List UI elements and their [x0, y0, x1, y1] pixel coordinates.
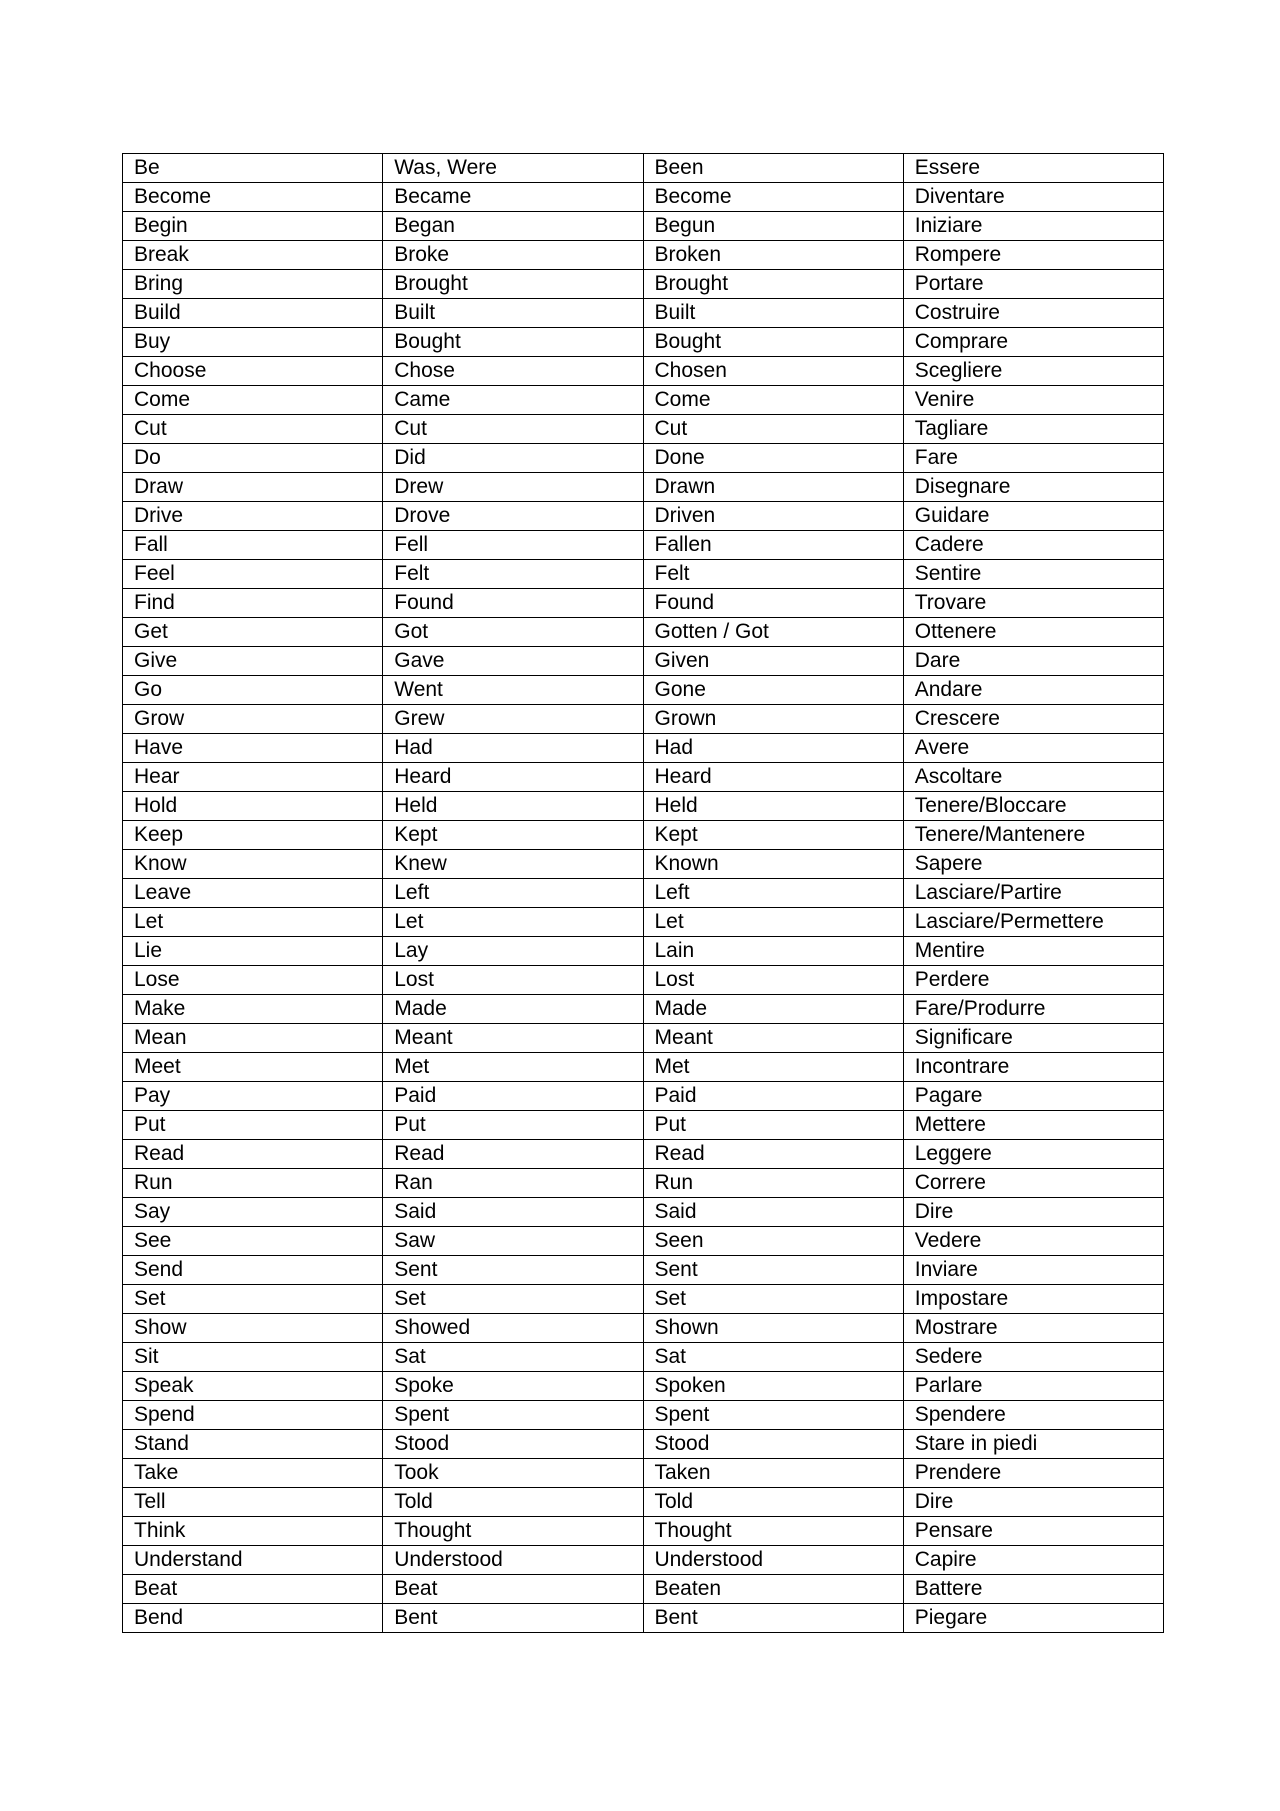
table-row: [123, 560, 1164, 589]
table-row: [123, 299, 1164, 328]
table-row: [123, 415, 1164, 444]
base-form-cell: Grow: [123, 705, 383, 734]
past-simple-cell: Took: [383, 1459, 643, 1488]
table-row: [123, 1517, 1164, 1546]
base-form-cell: Drive: [123, 502, 383, 531]
base-form-cell: Bring: [123, 270, 383, 299]
past-participle-cell: Given: [643, 647, 903, 676]
table-row: [123, 879, 1164, 908]
base-form-cell: Cut: [123, 415, 383, 444]
table-row: [123, 734, 1164, 763]
past-participle-cell: Felt: [643, 560, 903, 589]
past-simple-cell: Paid: [383, 1082, 643, 1111]
past-participle-cell: Paid: [643, 1082, 903, 1111]
base-form-cell: See: [123, 1227, 383, 1256]
past-participle-cell: Kept: [643, 821, 903, 850]
past-simple-cell: Thought: [383, 1517, 643, 1546]
past-participle-cell: Done: [643, 444, 903, 473]
table-row: [123, 995, 1164, 1024]
past-participle-cell: Gotten / Got: [643, 618, 903, 647]
past-participle-cell: Heard: [643, 763, 903, 792]
base-form-cell: Stand: [123, 1430, 383, 1459]
italian-translation-cell: Leggere: [903, 1140, 1163, 1169]
table-row: [123, 792, 1164, 821]
italian-translation-cell: Mentire: [903, 937, 1163, 966]
table-row: [123, 357, 1164, 386]
italian-translation-cell: Disegnare: [903, 473, 1163, 502]
past-simple-cell: Began: [383, 212, 643, 241]
italian-translation-cell: Capire: [903, 1546, 1163, 1575]
past-participle-cell: Shown: [643, 1314, 903, 1343]
table-row: [123, 1111, 1164, 1140]
past-simple-cell: Set: [383, 1285, 643, 1314]
past-participle-cell: Had: [643, 734, 903, 763]
past-participle-cell: Thought: [643, 1517, 903, 1546]
base-form-cell: Tell: [123, 1488, 383, 1517]
table-row: [123, 444, 1164, 473]
italian-translation-cell: Spendere: [903, 1401, 1163, 1430]
past-simple-cell: Built: [383, 299, 643, 328]
verbs-table-body: [123, 154, 1164, 1633]
italian-translation-cell: Inviare: [903, 1256, 1163, 1285]
italian-translation-cell: Dare: [903, 647, 1163, 676]
past-participle-cell: Built: [643, 299, 903, 328]
past-participle-cell: Cut: [643, 415, 903, 444]
past-simple-cell: Drove: [383, 502, 643, 531]
table-row: [123, 1024, 1164, 1053]
past-simple-cell: Ran: [383, 1169, 643, 1198]
past-participle-cell: Lain: [643, 937, 903, 966]
base-form-cell: Buy: [123, 328, 383, 357]
table-row: [123, 908, 1164, 937]
base-form-cell: Draw: [123, 473, 383, 502]
table-row: [123, 328, 1164, 357]
past-simple-cell: Left: [383, 879, 643, 908]
table-row: [123, 705, 1164, 734]
base-form-cell: Lose: [123, 966, 383, 995]
base-form-cell: Sit: [123, 1343, 383, 1372]
past-participle-cell: Found: [643, 589, 903, 618]
table-row: [123, 1488, 1164, 1517]
base-form-cell: Keep: [123, 821, 383, 850]
past-simple-cell: Did: [383, 444, 643, 473]
base-form-cell: Have: [123, 734, 383, 763]
italian-translation-cell: Andare: [903, 676, 1163, 705]
table-row: [123, 618, 1164, 647]
past-participle-cell: Meant: [643, 1024, 903, 1053]
base-form-cell: Find: [123, 589, 383, 618]
base-form-cell: Break: [123, 241, 383, 270]
base-form-cell: Send: [123, 1256, 383, 1285]
table-row: [123, 821, 1164, 850]
italian-translation-cell: Iniziare: [903, 212, 1163, 241]
italian-translation-cell: Fare: [903, 444, 1163, 473]
past-participle-cell: Said: [643, 1198, 903, 1227]
italian-translation-cell: Comprare: [903, 328, 1163, 357]
table-row: [123, 1430, 1164, 1459]
base-form-cell: Fall: [123, 531, 383, 560]
past-simple-cell: Showed: [383, 1314, 643, 1343]
base-form-cell: Put: [123, 1111, 383, 1140]
past-participle-cell: Become: [643, 183, 903, 212]
italian-translation-cell: Ottenere: [903, 618, 1163, 647]
italian-translation-cell: Lasciare/Permettere: [903, 908, 1163, 937]
italian-translation-cell: Impostare: [903, 1285, 1163, 1314]
past-participle-cell: Bent: [643, 1604, 903, 1633]
past-participle-cell: Sent: [643, 1256, 903, 1285]
italian-translation-cell: Sentire: [903, 560, 1163, 589]
table-row: [123, 1546, 1164, 1575]
past-participle-cell: Begun: [643, 212, 903, 241]
past-simple-cell: Spent: [383, 1401, 643, 1430]
table-row: [123, 1053, 1164, 1082]
base-form-cell: Be: [123, 154, 383, 183]
base-form-cell: Read: [123, 1140, 383, 1169]
past-participle-cell: Brought: [643, 270, 903, 299]
italian-translation-cell: Dire: [903, 1198, 1163, 1227]
table-row: [123, 966, 1164, 995]
past-participle-cell: Seen: [643, 1227, 903, 1256]
italian-translation-cell: Crescere: [903, 705, 1163, 734]
past-simple-cell: Was, Were: [383, 154, 643, 183]
table-row: [123, 241, 1164, 270]
table-row: [123, 502, 1164, 531]
table-row: [123, 1140, 1164, 1169]
past-simple-cell: Held: [383, 792, 643, 821]
past-participle-cell: Set: [643, 1285, 903, 1314]
base-form-cell: Let: [123, 908, 383, 937]
italian-translation-cell: Correre: [903, 1169, 1163, 1198]
past-participle-cell: Held: [643, 792, 903, 821]
base-form-cell: Do: [123, 444, 383, 473]
base-form-cell: Mean: [123, 1024, 383, 1053]
past-participle-cell: Told: [643, 1488, 903, 1517]
base-form-cell: Give: [123, 647, 383, 676]
past-participle-cell: Spoken: [643, 1372, 903, 1401]
base-form-cell: Show: [123, 1314, 383, 1343]
past-simple-cell: Met: [383, 1053, 643, 1082]
past-participle-cell: Taken: [643, 1459, 903, 1488]
past-simple-cell: Stood: [383, 1430, 643, 1459]
past-simple-cell: Sent: [383, 1256, 643, 1285]
table-row: [123, 763, 1164, 792]
base-form-cell: Know: [123, 850, 383, 879]
base-form-cell: Get: [123, 618, 383, 647]
italian-translation-cell: Essere: [903, 154, 1163, 183]
past-simple-cell: Lay: [383, 937, 643, 966]
table-row: [123, 1082, 1164, 1111]
past-participle-cell: Put: [643, 1111, 903, 1140]
base-form-cell: Think: [123, 1517, 383, 1546]
past-simple-cell: Kept: [383, 821, 643, 850]
italian-translation-cell: Stare in piedi: [903, 1430, 1163, 1459]
italian-translation-cell: Lasciare/Partire: [903, 879, 1163, 908]
past-participle-cell: Stood: [643, 1430, 903, 1459]
past-simple-cell: Bent: [383, 1604, 643, 1633]
past-simple-cell: Cut: [383, 415, 643, 444]
past-simple-cell: Let: [383, 908, 643, 937]
past-simple-cell: Made: [383, 995, 643, 1024]
base-form-cell: Say: [123, 1198, 383, 1227]
italian-translation-cell: Pagare: [903, 1082, 1163, 1111]
past-participle-cell: Gone: [643, 676, 903, 705]
past-simple-cell: Came: [383, 386, 643, 415]
table-row: [123, 473, 1164, 502]
base-form-cell: Run: [123, 1169, 383, 1198]
italian-translation-cell: Battere: [903, 1575, 1163, 1604]
italian-translation-cell: Trovare: [903, 589, 1163, 618]
table-row: [123, 1401, 1164, 1430]
past-simple-cell: Told: [383, 1488, 643, 1517]
italian-translation-cell: Tenere/Mantenere: [903, 821, 1163, 850]
irregular-verbs-table: [122, 153, 1164, 1633]
past-simple-cell: Fell: [383, 531, 643, 560]
table-row: [123, 212, 1164, 241]
base-form-cell: Feel: [123, 560, 383, 589]
italian-translation-cell: Dire: [903, 1488, 1163, 1517]
table-row: [123, 531, 1164, 560]
table-row: [123, 1604, 1164, 1633]
past-participle-cell: Drawn: [643, 473, 903, 502]
italian-translation-cell: Tenere/Bloccare: [903, 792, 1163, 821]
past-simple-cell: Gave: [383, 647, 643, 676]
base-form-cell: Hear: [123, 763, 383, 792]
past-simple-cell: Chose: [383, 357, 643, 386]
base-form-cell: Beat: [123, 1575, 383, 1604]
past-participle-cell: Known: [643, 850, 903, 879]
past-simple-cell: Meant: [383, 1024, 643, 1053]
past-participle-cell: Been: [643, 154, 903, 183]
italian-translation-cell: Rompere: [903, 241, 1163, 270]
base-form-cell: Set: [123, 1285, 383, 1314]
past-participle-cell: Left: [643, 879, 903, 908]
past-participle-cell: Made: [643, 995, 903, 1024]
past-simple-cell: Put: [383, 1111, 643, 1140]
table-row: [123, 1575, 1164, 1604]
past-simple-cell: Saw: [383, 1227, 643, 1256]
italian-translation-cell: Scegliere: [903, 357, 1163, 386]
base-form-cell: Come: [123, 386, 383, 415]
base-form-cell: Make: [123, 995, 383, 1024]
base-form-cell: Spend: [123, 1401, 383, 1430]
past-participle-cell: Broken: [643, 241, 903, 270]
past-simple-cell: Spoke: [383, 1372, 643, 1401]
italian-translation-cell: Prendere: [903, 1459, 1163, 1488]
past-participle-cell: Understood: [643, 1546, 903, 1575]
table-row: [123, 1314, 1164, 1343]
past-simple-cell: Said: [383, 1198, 643, 1227]
past-simple-cell: Found: [383, 589, 643, 618]
table-row: [123, 1343, 1164, 1372]
past-participle-cell: Sat: [643, 1343, 903, 1372]
italian-translation-cell: Ascoltare: [903, 763, 1163, 792]
table-row: [123, 1198, 1164, 1227]
past-simple-cell: Understood: [383, 1546, 643, 1575]
italian-translation-cell: Mettere: [903, 1111, 1163, 1140]
table-row: [123, 1372, 1164, 1401]
past-simple-cell: Lost: [383, 966, 643, 995]
italian-translation-cell: Venire: [903, 386, 1163, 415]
italian-translation-cell: Sedere: [903, 1343, 1163, 1372]
italian-translation-cell: Parlare: [903, 1372, 1163, 1401]
past-participle-cell: Read: [643, 1140, 903, 1169]
past-simple-cell: Brought: [383, 270, 643, 299]
base-form-cell: Bend: [123, 1604, 383, 1633]
table-row: [123, 154, 1164, 183]
italian-translation-cell: Vedere: [903, 1227, 1163, 1256]
past-simple-cell: Grew: [383, 705, 643, 734]
past-simple-cell: Drew: [383, 473, 643, 502]
italian-translation-cell: Perdere: [903, 966, 1163, 995]
italian-translation-cell: Diventare: [903, 183, 1163, 212]
italian-translation-cell: Guidare: [903, 502, 1163, 531]
italian-translation-cell: Mostrare: [903, 1314, 1163, 1343]
past-participle-cell: Grown: [643, 705, 903, 734]
base-form-cell: Hold: [123, 792, 383, 821]
table-row: [123, 676, 1164, 705]
base-form-cell: Speak: [123, 1372, 383, 1401]
base-form-cell: Understand: [123, 1546, 383, 1575]
base-form-cell: Become: [123, 183, 383, 212]
past-participle-cell: Come: [643, 386, 903, 415]
past-simple-cell: Broke: [383, 241, 643, 270]
past-simple-cell: Went: [383, 676, 643, 705]
base-form-cell: Begin: [123, 212, 383, 241]
past-participle-cell: Run: [643, 1169, 903, 1198]
table-row: [123, 937, 1164, 966]
base-form-cell: Leave: [123, 879, 383, 908]
past-simple-cell: Read: [383, 1140, 643, 1169]
italian-translation-cell: Pensare: [903, 1517, 1163, 1546]
past-participle-cell: Let: [643, 908, 903, 937]
table-row: [123, 1285, 1164, 1314]
italian-translation-cell: Fare/Produrre: [903, 995, 1163, 1024]
past-simple-cell: Heard: [383, 763, 643, 792]
past-simple-cell: Got: [383, 618, 643, 647]
past-simple-cell: Felt: [383, 560, 643, 589]
base-form-cell: Pay: [123, 1082, 383, 1111]
table-row: [123, 1256, 1164, 1285]
table-row: [123, 1227, 1164, 1256]
table-row: [123, 270, 1164, 299]
past-simple-cell: Sat: [383, 1343, 643, 1372]
past-simple-cell: Became: [383, 183, 643, 212]
base-form-cell: Take: [123, 1459, 383, 1488]
table-row: [123, 850, 1164, 879]
past-participle-cell: Spent: [643, 1401, 903, 1430]
past-participle-cell: Bought: [643, 328, 903, 357]
past-simple-cell: Had: [383, 734, 643, 763]
table-row: [123, 589, 1164, 618]
base-form-cell: Lie: [123, 937, 383, 966]
base-form-cell: Build: [123, 299, 383, 328]
past-participle-cell: Beaten: [643, 1575, 903, 1604]
italian-translation-cell: Sapere: [903, 850, 1163, 879]
past-participle-cell: Driven: [643, 502, 903, 531]
past-participle-cell: Lost: [643, 966, 903, 995]
italian-translation-cell: Incontrare: [903, 1053, 1163, 1082]
table-row: [123, 647, 1164, 676]
past-participle-cell: Fallen: [643, 531, 903, 560]
base-form-cell: Choose: [123, 357, 383, 386]
past-participle-cell: Met: [643, 1053, 903, 1082]
italian-translation-cell: Significare: [903, 1024, 1163, 1053]
table-row: [123, 1169, 1164, 1198]
italian-translation-cell: Tagliare: [903, 415, 1163, 444]
table-row: [123, 1459, 1164, 1488]
past-participle-cell: Chosen: [643, 357, 903, 386]
base-form-cell: Go: [123, 676, 383, 705]
italian-translation-cell: Costruire: [903, 299, 1163, 328]
italian-translation-cell: Cadere: [903, 531, 1163, 560]
table-row: [123, 183, 1164, 212]
past-simple-cell: Beat: [383, 1575, 643, 1604]
italian-translation-cell: Piegare: [903, 1604, 1163, 1633]
italian-translation-cell: Portare: [903, 270, 1163, 299]
past-simple-cell: Bought: [383, 328, 643, 357]
past-simple-cell: Knew: [383, 850, 643, 879]
base-form-cell: Meet: [123, 1053, 383, 1082]
italian-translation-cell: Avere: [903, 734, 1163, 763]
table-row: [123, 386, 1164, 415]
